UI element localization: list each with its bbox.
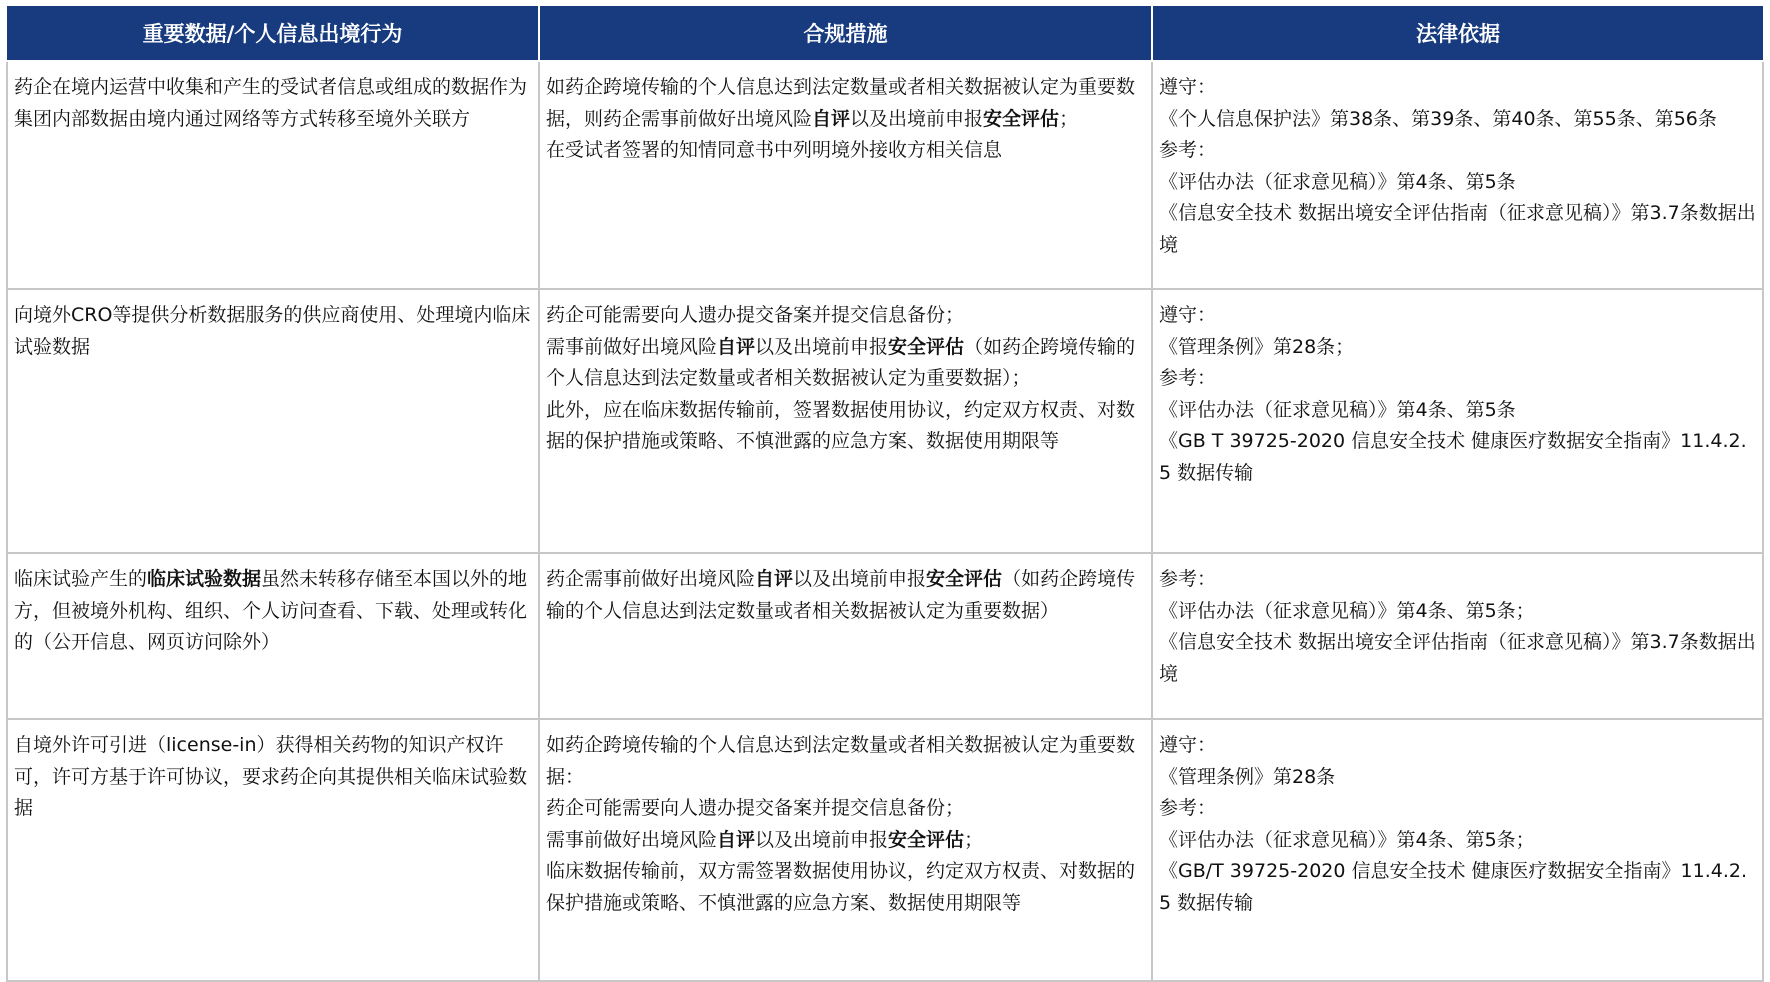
cell-measures — [539, 289, 1152, 553]
legal-line: 《管理条例》第28条； — [1159, 335, 1355, 358]
measure-line: 如药企跨境传输的个人信息达到法定数量或者相关数据被认定为重要数据： — [546, 734, 1136, 788]
cell-legal-basis — [1152, 553, 1763, 719]
cell-measures — [539, 553, 1152, 719]
legal-line: 《信息安全技术 数据出境安全评估指南（征求意见稿）》第3.7条数据出境 — [1159, 202, 1756, 256]
measure-text: 需事前做好出境风险 — [546, 335, 718, 358]
measure-bold-security-assessment: 安全评估 — [926, 568, 1003, 590]
measure-bold-self-assessment: 自评 — [812, 107, 851, 130]
measure-text: 药企需事前做好出境风险 — [546, 568, 756, 590]
measure-line — [546, 825, 1145, 857]
legal-line: 《个人信息保护法》第38条、第39条、第40条、第55条、第56条 — [1159, 107, 1717, 130]
measure-text: （如药企跨境传输的个人信息达到法定数量或者相关数据被认定为重要数据） — [546, 568, 1136, 622]
measure-line — [546, 332, 1145, 395]
measure-text: 需事前做好出境风险 — [546, 828, 718, 851]
measure-line: 药企可能需要向人遗办提交备案并提交信息备份； — [546, 304, 965, 326]
legal-line: 《评估办法（征求意见稿）》第4条、第5条； — [1159, 828, 1535, 851]
legal-line: 参考： — [1159, 568, 1217, 590]
compliance-table — [6, 6, 1764, 982]
legal-line: 参考： — [1159, 367, 1217, 389]
measure-text: （如药企跨境传输的个人信息达到法定数量或者相关数据被认定为重要数据）； — [546, 335, 1136, 389]
measure-text: 如药企跨境传输的个人信息达到法定数量或者相关数据被认定为重要数据，则药企需事前做好出境风险 — [546, 76, 1136, 130]
table-row — [7, 61, 1763, 289]
behavior-text: 临床试验产生的 — [14, 568, 148, 590]
measure-line: 药企可能需要向人遗办提交备案并提交信息备份； — [546, 797, 965, 819]
behavior-text: 自境外许可引进（license-in）获得相关药物的知识产权许可，许可方基于许可协议，要求药企向其提供相关临床试验数据 — [14, 734, 528, 819]
measure-text: 以及出境前申报 — [755, 828, 889, 851]
cell-measures — [539, 719, 1152, 981]
cell-legal-basis — [1152, 289, 1763, 553]
header-legal-basis: 法律依据 — [1152, 6, 1763, 61]
legal-line: 《评估办法（征求意见稿）》第4条、第5条； — [1159, 599, 1535, 622]
legal-line: 《评估办法（征求意见稿）》第4条、第5条 — [1159, 398, 1516, 421]
legal-line: 参考： — [1159, 139, 1217, 161]
behavior-text: 向境外CRO等提供分析数据服务的供应商使用、处理境内临床试验数据 — [14, 304, 531, 358]
cell-behavior — [7, 719, 539, 981]
behavior-text: 药企在境内运营中收集和产生的受试者信息或组成的数据作为集团内部数据由境内通过网络等方式转移至境外关联方 — [14, 76, 528, 130]
measure-line: 在受试者签署的知情同意书中列明境外接收方相关信息 — [546, 139, 1003, 161]
header-row — [7, 6, 1763, 61]
legal-line: 《GB/T 39725-2020 信息安全技术 健康医疗数据安全指南》11.4.2.5 数据传输 — [1159, 860, 1748, 914]
measure-bold-security-assessment: 安全评估 — [888, 828, 965, 851]
measure-text: 以及出境前申报 — [850, 107, 984, 130]
measure-line — [546, 72, 1145, 135]
header-behavior: 重要数据/个人信息出境行为 — [7, 6, 539, 61]
measure-bold-security-assessment: 安全评估 — [983, 107, 1060, 130]
measure-text: 以及出境前申报 — [755, 335, 889, 358]
table-row — [7, 553, 1763, 719]
cell-behavior — [7, 61, 539, 289]
measure-text: ； — [1059, 107, 1079, 130]
cell-legal-basis — [1152, 719, 1763, 981]
measure-line — [546, 564, 1145, 627]
table-row — [7, 289, 1763, 553]
legal-line: 《评估办法（征求意见稿）》第4条、第5条 — [1159, 170, 1516, 193]
measure-line: 此外，应在临床数据传输前，签署数据使用协议，约定双方权责、对数据的保护措施或策略、不慎泄露的应急方案、数据使用期限等 — [546, 398, 1136, 452]
measure-line: 临床数据传输前，双方需签署数据使用协议，约定双方权责、对数据的保护措施或策略、不慎泄露的应急方案、数据使用期限等 — [546, 860, 1136, 914]
measure-text: 以及出境前申报 — [793, 568, 927, 590]
behavior-text: 虽然未转移存储至本国以外的地方，但被境外机构、组织、个人访问查看、下载、处理或转化的（公开信息、网页访问除外） — [14, 568, 528, 653]
legal-line: 遵守： — [1159, 734, 1217, 756]
behavior-bold-clinical-data: 临床试验数据 — [147, 568, 262, 590]
legal-line: 《信息安全技术 数据出境安全评估指南（征求意见稿）》第3.7条数据出境 — [1159, 631, 1756, 685]
legal-line: 遵守： — [1159, 76, 1217, 98]
cell-measures — [539, 61, 1152, 289]
measure-bold-self-assessment: 自评 — [755, 568, 794, 590]
cell-behavior — [7, 553, 539, 719]
measure-bold-self-assessment: 自评 — [717, 828, 756, 851]
cell-behavior — [7, 289, 539, 553]
table-row — [7, 719, 1763, 981]
measure-text: ； — [964, 828, 984, 851]
legal-line: 《GB T 39725-2020 信息安全技术 健康医疗数据安全指南》11.4.2.5 数据传输 — [1159, 430, 1747, 484]
legal-line: 《管理条例》第28条 — [1159, 765, 1336, 788]
legal-line: 遵守： — [1159, 304, 1217, 326]
measure-bold-security-assessment: 安全评估 — [888, 335, 965, 358]
compliance-table-wrapper — [6, 6, 1762, 982]
cell-legal-basis — [1152, 61, 1763, 289]
measure-bold-self-assessment: 自评 — [717, 335, 756, 358]
legal-line: 参考： — [1159, 797, 1217, 819]
header-measures: 合规措施 — [539, 6, 1152, 61]
